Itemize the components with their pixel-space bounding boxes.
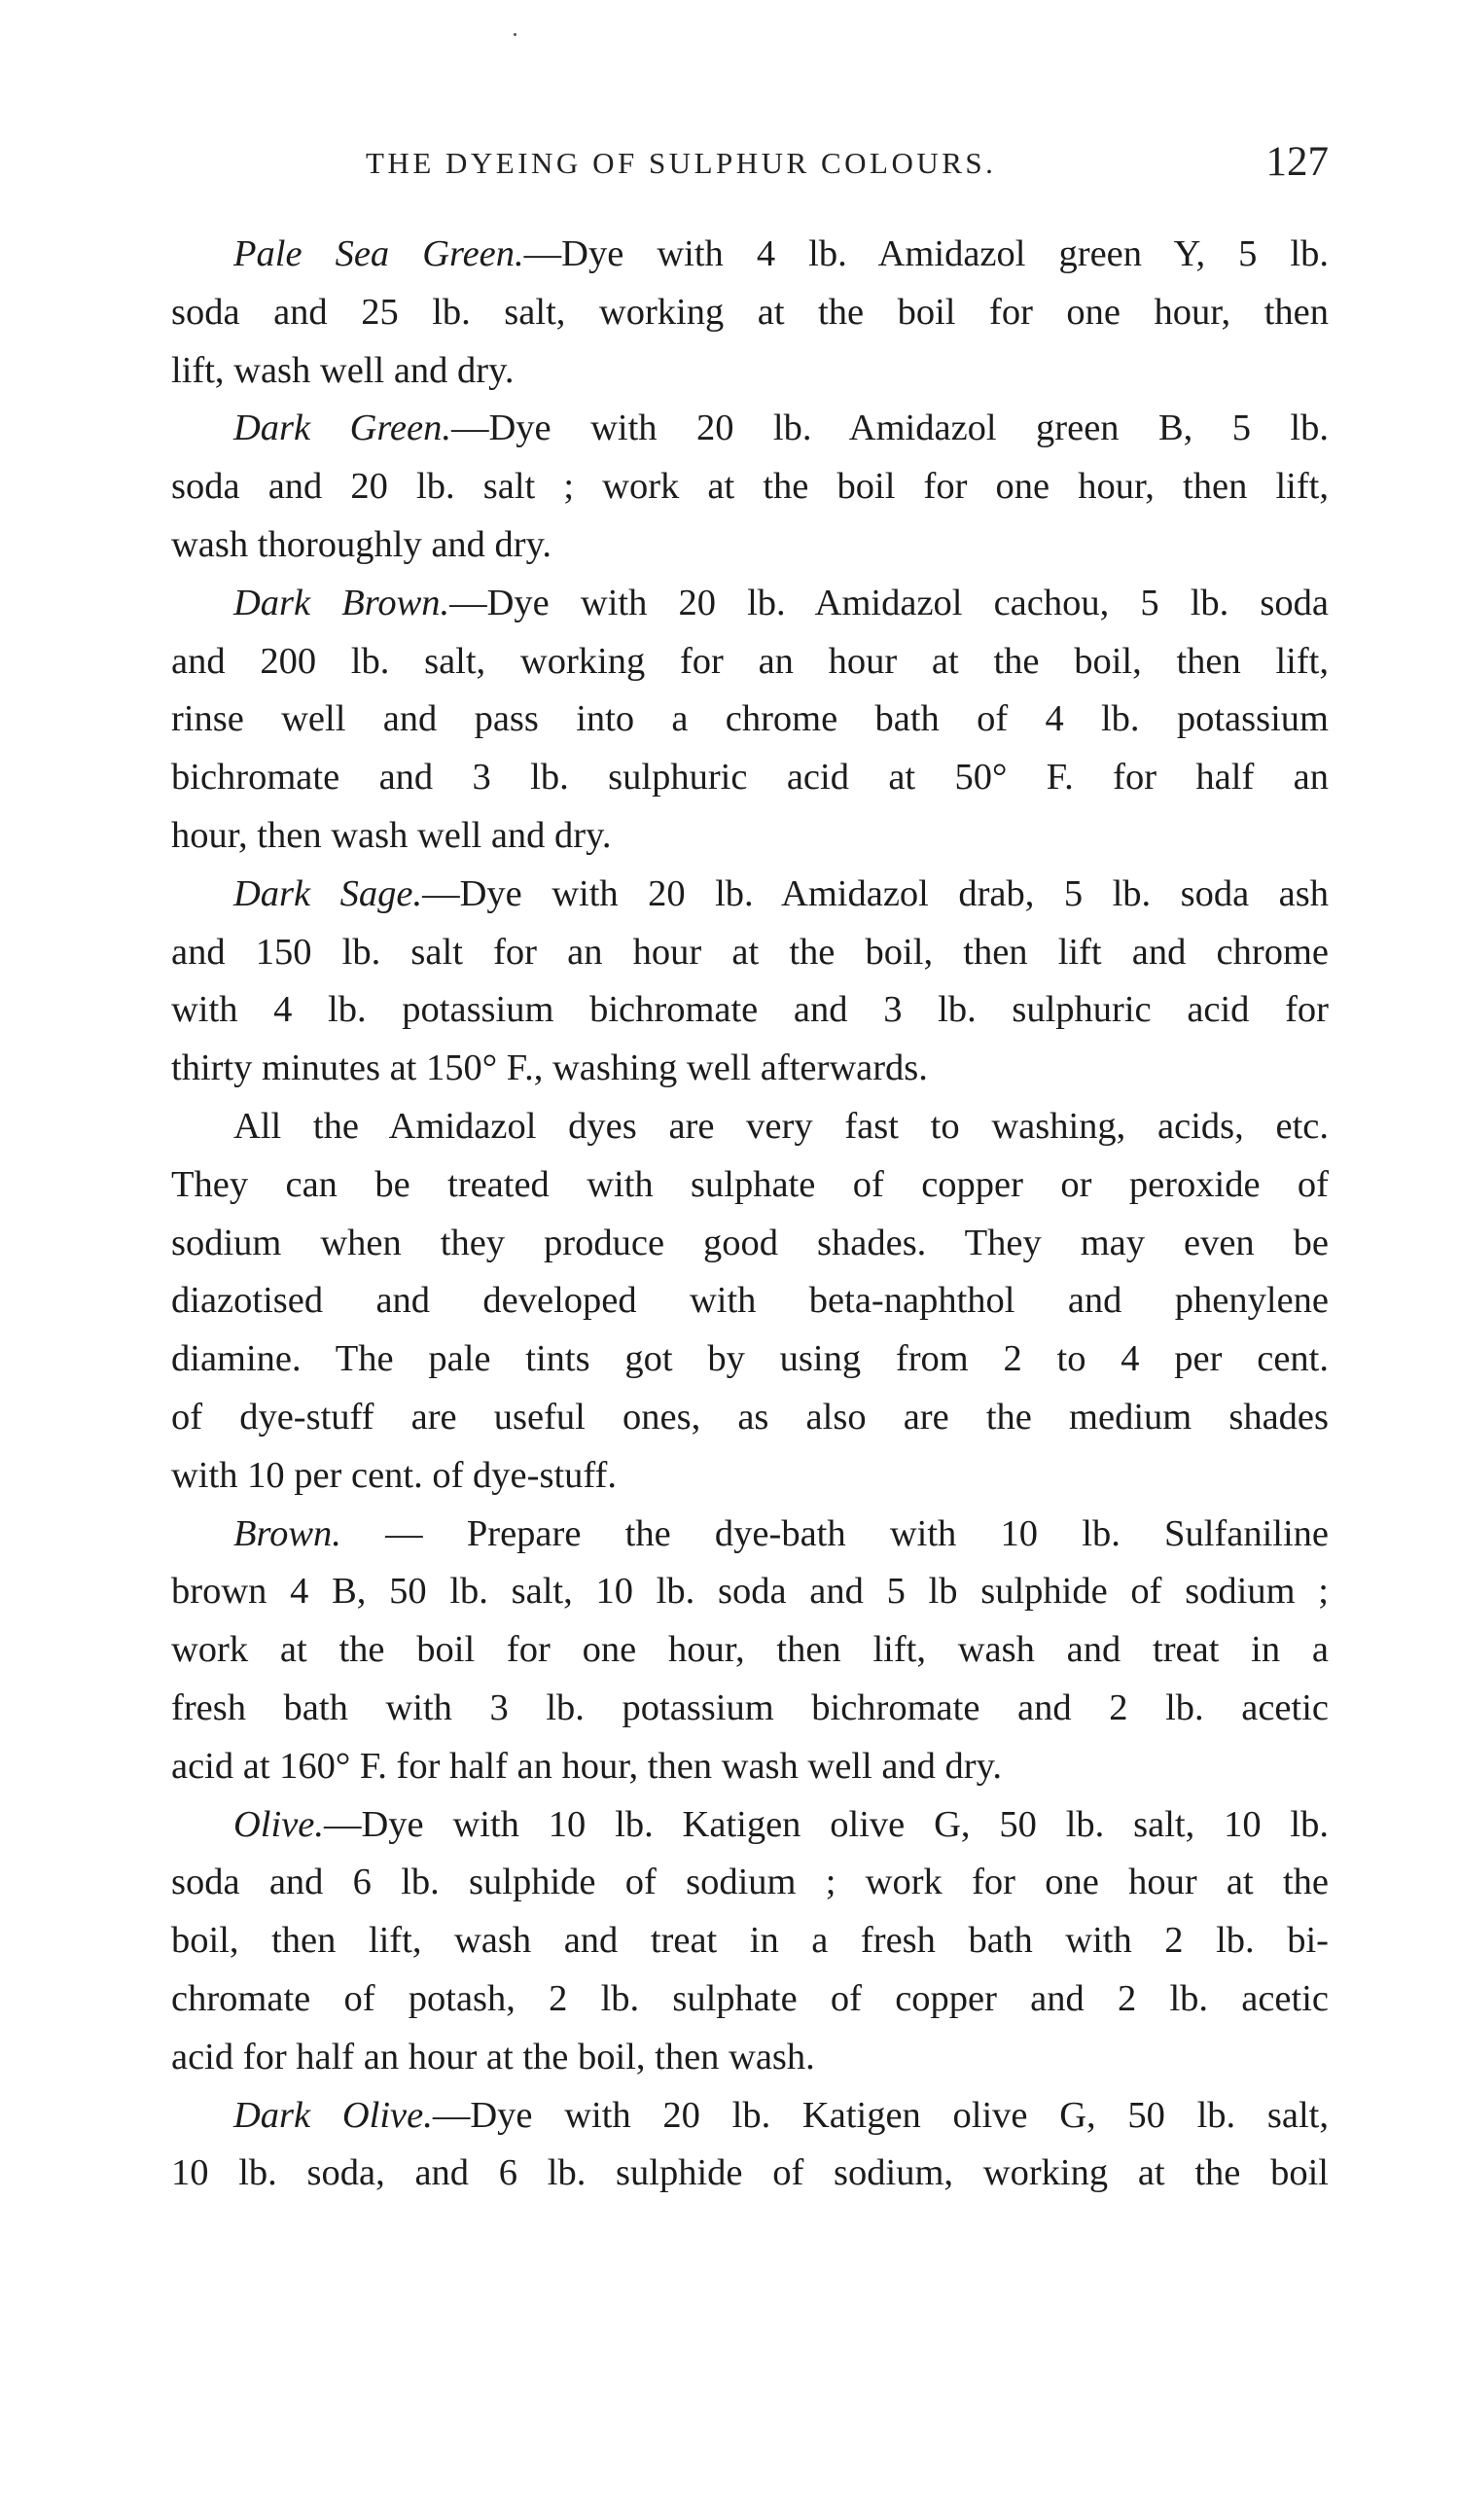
text-line: chromate of potash, 2 lb. sulphate of copper and 2 lb. acetic [171,1977,1329,2019]
paragraph-lead: Dark Olive. [233,2094,433,2136]
paragraph [171,866,1329,1098]
paragraph [171,1506,1329,1796]
text-line: Dark Sage.—Dye with 20 lb. Amidazol drab, 5 lb. soda ash [233,872,1329,914]
page-number: 127 [1265,139,1329,185]
text-line: All the Amidazol dyes are very fast to washing, acids, etc. [233,1105,1329,1147]
text-line: and 200 lb. salt, working for an hour at the boil, then lift, [171,640,1329,682]
print-speck [514,33,516,36]
running-title: THE DYEING OF SULPHUR COLOURS. [366,146,997,180]
text-line: thirty minutes at 150° F., washing well afterwards. [171,1047,928,1089]
text-line: Dark Brown.—Dye with 20 lb. Amidazol cachou, 5 lb. soda [233,582,1329,623]
text-line: lift, wash well and dry. [171,349,515,391]
paragraph [171,400,1329,574]
paragraph-lead: Olive. [233,1803,324,1845]
text-line: Brown. — Prepare the dye-bath with 10 lb. Sulfaniline [233,1512,1329,1554]
text-line: They can be treated with sulphate of copper or peroxide of [171,1163,1329,1205]
text-line: wash thoroughly and dry. [171,523,552,565]
text-line: diamine. The pale tints got by using from 2 to 4 per cent. [171,1338,1329,1380]
text-line: soda and 6 lb. sulphide of sodium ; work for one hour at the [171,1862,1329,1903]
text-line: sodium when they produce good shades. They may even be [171,1222,1329,1263]
text-line: acid at 160° F. for half an hour, then wash well and dry. [171,1745,1002,1787]
text-line: diazotised and developed with beta-naphthol and phenylene [171,1280,1329,1322]
text-line: 10 lb. soda, and 6 lb. sulphide of sodium, working at the boil [171,2152,1329,2194]
text-line: Pale Sea Green.—Dye with 4 lb. Amidazol green Y, 5 lb. [233,233,1329,274]
paragraph [171,2087,1329,2204]
paragraph [171,1796,1329,2087]
paragraph [171,575,1329,866]
paragraph-lead: Dark Green. [233,408,451,449]
text-line: with 10 per cent. of dye-stuff. [171,1454,617,1496]
page-header [171,138,1329,196]
paragraph-lead: Pale Sea Green. [233,233,524,274]
text-line: fresh bath with 3 lb. potassium bichromate and 2 lb. acetic [171,1686,1329,1728]
text-line: rinse well and pass into a chrome bath of 4 lb. potassium [171,698,1329,740]
text-line: Dark Green.—Dye with 20 lb. Amidazol green B, 5 lb. [233,408,1329,449]
text-line: Dark Olive.—Dye with 20 lb. Katigen olive G, 50 lb. salt, [233,2094,1330,2136]
text-line: hour, then wash well and dry. [171,814,612,856]
text-line: bichromate and 3 lb. sulphuric acid at 50° F. for half an [171,757,1329,799]
paragraph [171,1098,1329,1506]
text-line: Olive.—Dye with 10 lb. Katigen olive G, 50 lb. salt, 10 lb. [233,1803,1329,1845]
paragraph [171,226,1329,400]
text-line: of dye-stuff are useful ones, as also are the medium shades [171,1396,1329,1437]
body-text [171,226,1329,2203]
paragraph-lead: Brown. [233,1512,341,1554]
paragraph-lead: Dark Brown. [233,582,450,623]
text-line: work at the boil for one hour, then lift, wash and treat in a [171,1629,1329,1671]
paragraph-lead: Dark Sage. [233,872,423,914]
text-line: and 150 lb. salt for an hour at the boil, then lift and chrome [171,931,1329,973]
text-line: soda and 25 lb. salt, working at the boil for one hour, then [171,291,1329,333]
text-line: acid for half an hour at the boil, then wash. [171,2036,815,2077]
text-line: with 4 lb. potassium bichromate and 3 lb. sulphuric acid for [171,989,1329,1031]
text-line: boil, then lift, wash and treat in a fresh bath with 2 lb. bi- [171,1920,1329,1962]
text-line: soda and 20 lb. salt ; work at the boil for one hour, then lift, [171,466,1329,508]
text-line: brown 4 B, 50 lb. salt, 10 lb. soda and 5 lb sulphide of sodium ; [171,1571,1329,1613]
